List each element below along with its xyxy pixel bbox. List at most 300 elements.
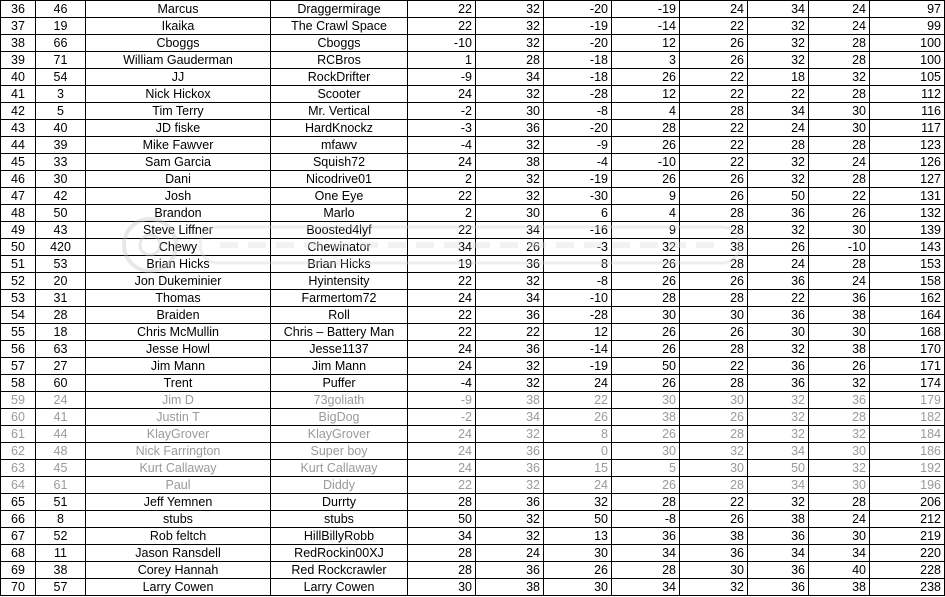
table-row <box>1 103 945 120</box>
cell-total: 127 <box>870 171 945 188</box>
cell-s2: 36 <box>476 120 544 137</box>
cell-rank: 70 <box>1 579 36 596</box>
table-row <box>1 358 945 375</box>
cell-s1: 22 <box>408 307 476 324</box>
cell-s5: 32 <box>680 579 748 596</box>
cell-s7: 38 <box>809 579 870 596</box>
cell-total: 143 <box>870 239 945 256</box>
cell-s7: 30 <box>809 528 870 545</box>
cell-s7: 38 <box>809 307 870 324</box>
cell-vehicle: Chewinator <box>271 239 408 256</box>
cell-vehicle: Squish72 <box>271 154 408 171</box>
cell-s5: 30 <box>680 460 748 477</box>
table-row <box>1 307 945 324</box>
cell-s3: -19 <box>544 18 612 35</box>
cell-vehicle: HillBillyRobb <box>271 528 408 545</box>
cell-vehicle: KlayGrover <box>271 426 408 443</box>
cell-s2: 36 <box>476 562 544 579</box>
cell-number: 11 <box>36 545 86 562</box>
cell-s7: 28 <box>809 52 870 69</box>
cell-s2: 36 <box>476 460 544 477</box>
cell-s2: 24 <box>476 545 544 562</box>
cell-total: 100 <box>870 52 945 69</box>
cell-s3: 13 <box>544 528 612 545</box>
cell-number: 46 <box>36 1 86 18</box>
cell-total: 132 <box>870 205 945 222</box>
cell-vehicle: Nicodrive01 <box>271 171 408 188</box>
cell-s7: 32 <box>809 69 870 86</box>
cell-s7: 28 <box>809 494 870 511</box>
cell-vehicle: Mr. Vertical <box>271 103 408 120</box>
cell-vehicle: Scooter <box>271 86 408 103</box>
cell-s4: -14 <box>612 18 680 35</box>
table-row <box>1 120 945 137</box>
cell-total: 99 <box>870 18 945 35</box>
cell-s7: 24 <box>809 1 870 18</box>
cell-vehicle: Jim Mann <box>271 358 408 375</box>
cell-s1: 24 <box>408 290 476 307</box>
cell-s1: 24 <box>408 341 476 358</box>
cell-s2: 32 <box>476 137 544 154</box>
cell-vehicle: Diddy <box>271 477 408 494</box>
cell-driver: Jason Ransdell <box>86 545 271 562</box>
cell-number: 45 <box>36 460 86 477</box>
cell-s7: 24 <box>809 511 870 528</box>
cell-s6: 32 <box>748 409 809 426</box>
cell-s5: 28 <box>680 103 748 120</box>
cell-total: 158 <box>870 273 945 290</box>
cell-s5: 26 <box>680 188 748 205</box>
table-row <box>1 239 945 256</box>
table-row <box>1 222 945 239</box>
cell-s5: 22 <box>680 69 748 86</box>
cell-s5: 22 <box>680 120 748 137</box>
cell-total: 179 <box>870 392 945 409</box>
cell-s7: 32 <box>809 426 870 443</box>
cell-driver: William Gauderman <box>86 52 271 69</box>
table-row <box>1 171 945 188</box>
cell-rank: 46 <box>1 171 36 188</box>
cell-number: 3 <box>36 86 86 103</box>
cell-s1: -4 <box>408 375 476 392</box>
cell-driver: JJ <box>86 69 271 86</box>
cell-s2: 32 <box>476 358 544 375</box>
cell-s1: 34 <box>408 528 476 545</box>
cell-driver: Jesse Howl <box>86 341 271 358</box>
cell-s4: 9 <box>612 222 680 239</box>
cell-total: 220 <box>870 545 945 562</box>
cell-s5: 22 <box>680 137 748 154</box>
cell-s4: 30 <box>612 443 680 460</box>
cell-vehicle: Durrty <box>271 494 408 511</box>
cell-s3: 30 <box>544 579 612 596</box>
cell-number: 52 <box>36 528 86 545</box>
cell-vehicle: RockDrifter <box>271 69 408 86</box>
cell-s4: 26 <box>612 324 680 341</box>
cell-s5: 26 <box>680 273 748 290</box>
cell-s7: 30 <box>809 103 870 120</box>
cell-s7: 32 <box>809 460 870 477</box>
cell-s1: -9 <box>408 392 476 409</box>
cell-s4: 12 <box>612 86 680 103</box>
cell-driver: Nick Farrington <box>86 443 271 460</box>
cell-s5: 22 <box>680 494 748 511</box>
cell-rank: 66 <box>1 511 36 528</box>
cell-s6: 32 <box>748 171 809 188</box>
cell-s4: 26 <box>612 273 680 290</box>
cell-s2: 36 <box>476 341 544 358</box>
table-row <box>1 392 945 409</box>
cell-number: 54 <box>36 69 86 86</box>
cell-s7: -10 <box>809 239 870 256</box>
cell-s7: 24 <box>809 154 870 171</box>
cell-driver: Josh <box>86 188 271 205</box>
cell-total: 97 <box>870 1 945 18</box>
cell-s4: 34 <box>612 579 680 596</box>
cell-s3: 26 <box>544 562 612 579</box>
cell-s6: 34 <box>748 545 809 562</box>
cell-driver: Brian Hicks <box>86 256 271 273</box>
table-row <box>1 426 945 443</box>
cell-s5: 26 <box>680 409 748 426</box>
cell-vehicle: stubs <box>271 511 408 528</box>
cell-s4: 9 <box>612 188 680 205</box>
cell-s7: 30 <box>809 120 870 137</box>
cell-driver: Chris McMullin <box>86 324 271 341</box>
cell-total: 168 <box>870 324 945 341</box>
cell-s2: 22 <box>476 324 544 341</box>
cell-vehicle: 73goliath <box>271 392 408 409</box>
cell-rank: 37 <box>1 18 36 35</box>
cell-s1: 2 <box>408 205 476 222</box>
cell-total: 212 <box>870 511 945 528</box>
cell-s1: 24 <box>408 443 476 460</box>
cell-s5: 38 <box>680 239 748 256</box>
cell-s1: 22 <box>408 1 476 18</box>
cell-s2: 34 <box>476 409 544 426</box>
cell-s3: 24 <box>544 375 612 392</box>
cell-s2: 36 <box>476 256 544 273</box>
cell-s5: 22 <box>680 86 748 103</box>
cell-s3: -16 <box>544 222 612 239</box>
cell-s4: 26 <box>612 171 680 188</box>
cell-number: 39 <box>36 137 86 154</box>
cell-s3: -10 <box>544 290 612 307</box>
cell-s6: 32 <box>748 154 809 171</box>
cell-s6: 34 <box>748 443 809 460</box>
cell-driver: Steve Liffner <box>86 222 271 239</box>
cell-s6: 38 <box>748 511 809 528</box>
cell-s6: 36 <box>748 375 809 392</box>
table-row <box>1 409 945 426</box>
cell-s4: -8 <box>612 511 680 528</box>
cell-s7: 30 <box>809 324 870 341</box>
cell-driver: Mike Fawver <box>86 137 271 154</box>
cell-s7: 22 <box>809 188 870 205</box>
cell-s3: 0 <box>544 443 612 460</box>
cell-total: 238 <box>870 579 945 596</box>
cell-s7: 28 <box>809 137 870 154</box>
cell-s1: 30 <box>408 579 476 596</box>
cell-s1: 19 <box>408 256 476 273</box>
cell-s5: 22 <box>680 18 748 35</box>
cell-vehicle: HardKnockz <box>271 120 408 137</box>
cell-s4: 38 <box>612 409 680 426</box>
cell-number: 24 <box>36 392 86 409</box>
cell-driver: Brandon <box>86 205 271 222</box>
cell-s6: 24 <box>748 120 809 137</box>
cell-s4: 30 <box>612 392 680 409</box>
cell-s1: 34 <box>408 239 476 256</box>
cell-number: 44 <box>36 426 86 443</box>
cell-s6: 30 <box>748 324 809 341</box>
cell-number: 33 <box>36 154 86 171</box>
cell-s2: 36 <box>476 307 544 324</box>
cell-s3: 22 <box>544 392 612 409</box>
cell-rank: 53 <box>1 290 36 307</box>
cell-number: 66 <box>36 35 86 52</box>
cell-s7: 32 <box>809 375 870 392</box>
cell-s1: -10 <box>408 35 476 52</box>
cell-s1: 24 <box>408 426 476 443</box>
cell-s2: 36 <box>476 494 544 511</box>
cell-s2: 32 <box>476 35 544 52</box>
cell-driver: Sam Garcia <box>86 154 271 171</box>
cell-rank: 48 <box>1 205 36 222</box>
cell-s3: -18 <box>544 69 612 86</box>
cell-s2: 28 <box>476 52 544 69</box>
cell-driver: JD fiske <box>86 120 271 137</box>
cell-s3: 50 <box>544 511 612 528</box>
cell-s6: 34 <box>748 1 809 18</box>
cell-total: 184 <box>870 426 945 443</box>
cell-number: 63 <box>36 341 86 358</box>
cell-vehicle: BigDog <box>271 409 408 426</box>
cell-number: 19 <box>36 18 86 35</box>
cell-s3: -4 <box>544 154 612 171</box>
cell-s6: 18 <box>748 69 809 86</box>
cell-driver: Chewy <box>86 239 271 256</box>
cell-vehicle: Red Rockcrawler <box>271 562 408 579</box>
table-row <box>1 35 945 52</box>
cell-s7: 36 <box>809 392 870 409</box>
cell-s4: 5 <box>612 460 680 477</box>
cell-s4: 26 <box>612 426 680 443</box>
cell-s1: -2 <box>408 409 476 426</box>
cell-s5: 28 <box>680 290 748 307</box>
cell-rank: 50 <box>1 239 36 256</box>
table-row <box>1 545 945 562</box>
cell-s1: 28 <box>408 494 476 511</box>
cell-number: 38 <box>36 562 86 579</box>
table-row <box>1 290 945 307</box>
cell-s5: 26 <box>680 52 748 69</box>
cell-s7: 28 <box>809 86 870 103</box>
cell-s4: 3 <box>612 52 680 69</box>
cell-s5: 28 <box>680 375 748 392</box>
table-row <box>1 154 945 171</box>
cell-s1: 24 <box>408 154 476 171</box>
cell-number: 71 <box>36 52 86 69</box>
cell-vehicle: Puffer <box>271 375 408 392</box>
cell-rank: 42 <box>1 103 36 120</box>
cell-s4: 28 <box>612 120 680 137</box>
cell-s7: 34 <box>809 545 870 562</box>
cell-total: 100 <box>870 35 945 52</box>
cell-s4: 26 <box>612 69 680 86</box>
cell-s5: 28 <box>680 477 748 494</box>
cell-s4: 50 <box>612 358 680 375</box>
cell-s4: 34 <box>612 545 680 562</box>
cell-total: 196 <box>870 477 945 494</box>
cell-number: 28 <box>36 307 86 324</box>
cell-s5: 28 <box>680 426 748 443</box>
table-row <box>1 256 945 273</box>
cell-s7: 40 <box>809 562 870 579</box>
cell-s5: 26 <box>680 35 748 52</box>
cell-vehicle: Farmertom72 <box>271 290 408 307</box>
cell-s2: 32 <box>476 1 544 18</box>
cell-s1: 22 <box>408 273 476 290</box>
cell-rank: 60 <box>1 409 36 426</box>
cell-rank: 57 <box>1 358 36 375</box>
cell-s5: 32 <box>680 443 748 460</box>
cell-rank: 68 <box>1 545 36 562</box>
cell-s4: 36 <box>612 528 680 545</box>
cell-s5: 26 <box>680 171 748 188</box>
cell-s6: 32 <box>748 52 809 69</box>
cell-s6: 36 <box>748 562 809 579</box>
cell-s7: 30 <box>809 222 870 239</box>
cell-s7: 26 <box>809 358 870 375</box>
cell-driver: Jeff Yemnen <box>86 494 271 511</box>
cell-s3: -20 <box>544 1 612 18</box>
cell-s1: 24 <box>408 86 476 103</box>
cell-s3: -28 <box>544 307 612 324</box>
cell-s1: 24 <box>408 460 476 477</box>
cell-rank: 54 <box>1 307 36 324</box>
cell-rank: 36 <box>1 1 36 18</box>
cell-number: 61 <box>36 477 86 494</box>
cell-s2: 26 <box>476 239 544 256</box>
cell-s2: 32 <box>476 273 544 290</box>
cell-vehicle: The Crawl Space <box>271 18 408 35</box>
cell-rank: 45 <box>1 154 36 171</box>
cell-s7: 36 <box>809 290 870 307</box>
cell-s6: 50 <box>748 188 809 205</box>
cell-number: 18 <box>36 324 86 341</box>
cell-s5: 28 <box>680 205 748 222</box>
cell-driver: Jim Mann <box>86 358 271 375</box>
cell-s1: 22 <box>408 18 476 35</box>
cell-s6: 32 <box>748 426 809 443</box>
cell-s1: -3 <box>408 120 476 137</box>
cell-rank: 56 <box>1 341 36 358</box>
cell-driver: stubs <box>86 511 271 528</box>
table-row <box>1 273 945 290</box>
cell-s2: 32 <box>476 528 544 545</box>
cell-s7: 28 <box>809 256 870 273</box>
cell-s5: 28 <box>680 256 748 273</box>
cell-s3: 12 <box>544 324 612 341</box>
cell-number: 51 <box>36 494 86 511</box>
table-row <box>1 477 945 494</box>
cell-driver: Corey Hannah <box>86 562 271 579</box>
cell-vehicle: Boosted4lyf <box>271 222 408 239</box>
cell-rank: 61 <box>1 426 36 443</box>
cell-s7: 30 <box>809 477 870 494</box>
cell-total: 112 <box>870 86 945 103</box>
cell-s3: 32 <box>544 494 612 511</box>
cell-s2: 36 <box>476 443 544 460</box>
cell-number: 27 <box>36 358 86 375</box>
cell-total: 139 <box>870 222 945 239</box>
cell-rank: 38 <box>1 35 36 52</box>
cell-s5: 26 <box>680 511 748 528</box>
cell-s7: 28 <box>809 171 870 188</box>
cell-s3: 24 <box>544 477 612 494</box>
cell-s6: 32 <box>748 35 809 52</box>
cell-rank: 64 <box>1 477 36 494</box>
cell-s6: 22 <box>748 86 809 103</box>
cell-s7: 26 <box>809 205 870 222</box>
table-row <box>1 69 945 86</box>
cell-driver: Justin T <box>86 409 271 426</box>
cell-s3: -19 <box>544 358 612 375</box>
cell-driver: Trent <box>86 375 271 392</box>
cell-total: 126 <box>870 154 945 171</box>
cell-rank: 44 <box>1 137 36 154</box>
table-row <box>1 52 945 69</box>
cell-s4: 26 <box>612 256 680 273</box>
cell-s3: -8 <box>544 103 612 120</box>
cell-rank: 62 <box>1 443 36 460</box>
cell-total: 219 <box>870 528 945 545</box>
cell-number: 50 <box>36 205 86 222</box>
cell-driver: Cboggs <box>86 35 271 52</box>
cell-rank: 69 <box>1 562 36 579</box>
cell-s1: -2 <box>408 103 476 120</box>
cell-s6: 36 <box>748 307 809 324</box>
cell-s3: -3 <box>544 239 612 256</box>
cell-s3: -9 <box>544 137 612 154</box>
table-row <box>1 137 945 154</box>
cell-driver: Tim Terry <box>86 103 271 120</box>
cell-driver: Thomas <box>86 290 271 307</box>
cell-s4: 26 <box>612 375 680 392</box>
cell-s1: 22 <box>408 324 476 341</box>
cell-total: 116 <box>870 103 945 120</box>
cell-s6: 36 <box>748 358 809 375</box>
cell-s4: 12 <box>612 35 680 52</box>
cell-s2: 38 <box>476 392 544 409</box>
cell-s5: 28 <box>680 341 748 358</box>
cell-s1: 28 <box>408 562 476 579</box>
cell-s3: -18 <box>544 52 612 69</box>
cell-driver: Larry Cowen <box>86 579 271 596</box>
cell-vehicle: RedRockin00XJ <box>271 545 408 562</box>
cell-s2: 32 <box>476 18 544 35</box>
cell-number: 48 <box>36 443 86 460</box>
cell-rank: 65 <box>1 494 36 511</box>
cell-s2: 32 <box>476 171 544 188</box>
cell-s7: 24 <box>809 273 870 290</box>
cell-s6: 36 <box>748 579 809 596</box>
cell-s3: 8 <box>544 426 612 443</box>
cell-s6: 32 <box>748 341 809 358</box>
cell-vehicle: Brian Hicks <box>271 256 408 273</box>
cell-s2: 30 <box>476 205 544 222</box>
